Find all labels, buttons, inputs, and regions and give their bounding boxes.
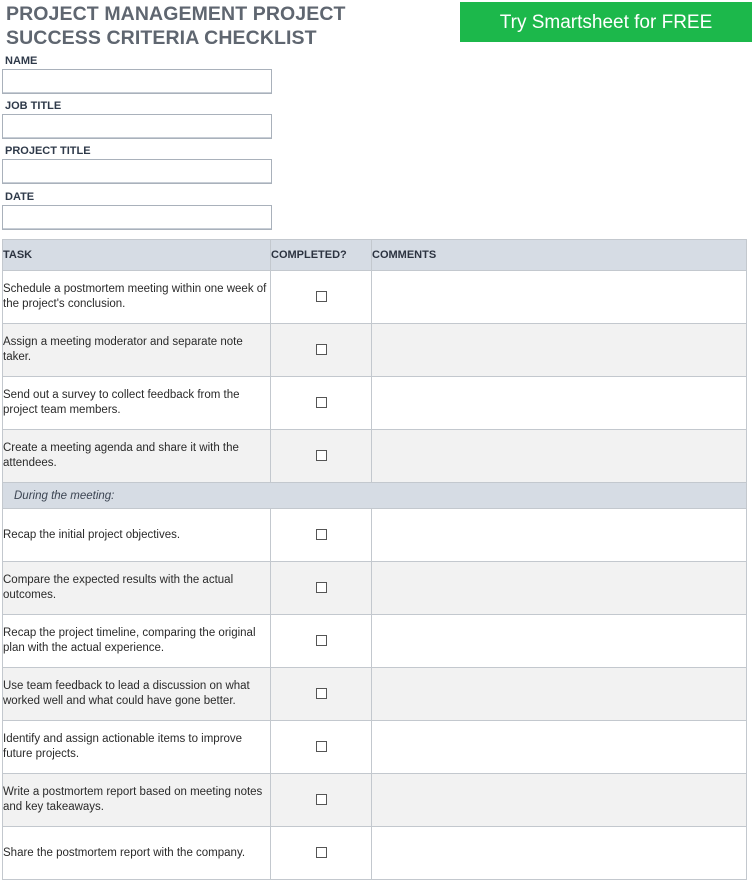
comments-cell[interactable] xyxy=(372,509,747,562)
table-row xyxy=(3,562,747,615)
task-cell: Schedule a postmortem meeting within one week of the project's conclusion. xyxy=(3,271,271,324)
comments-cell[interactable] xyxy=(372,774,747,827)
job-title-input[interactable] xyxy=(2,114,272,139)
completed-checkbox[interactable] xyxy=(316,397,327,408)
task-cell: Recap the initial project objectives. xyxy=(3,509,271,562)
project-title-field-group xyxy=(2,144,272,184)
comments-cell[interactable] xyxy=(372,430,747,483)
completed-checkbox[interactable] xyxy=(316,741,327,752)
task-cell: Write a postmortem report based on meeting notes and key takeaways. xyxy=(3,774,271,827)
task-cell: Send out a survey to collect feedback from the project team members. xyxy=(3,377,271,430)
job-title-label: JOB TITLE xyxy=(5,100,62,112)
table-row xyxy=(3,668,747,721)
table-row xyxy=(3,271,747,324)
comments-cell[interactable] xyxy=(372,721,747,774)
task-cell: Compare the expected results with the actual outcomes. xyxy=(3,562,271,615)
comments-cell[interactable] xyxy=(372,827,747,880)
comments-cell[interactable] xyxy=(372,377,747,430)
completed-cell xyxy=(271,827,372,880)
task-cell: Recap the project timeline, comparing the original plan with the actual experience. xyxy=(3,615,271,668)
completed-checkbox[interactable] xyxy=(316,291,327,302)
table-row xyxy=(3,430,747,483)
completed-checkbox[interactable] xyxy=(316,450,327,461)
try-smartsheet-button[interactable]: Try Smartsheet for FREE xyxy=(460,2,752,42)
date-input[interactable] xyxy=(2,205,272,230)
name-label: NAME xyxy=(5,55,38,67)
task-cell: Share the postmortem report with the company. xyxy=(3,827,271,880)
task-column-header: TASK xyxy=(3,240,271,271)
date-label: DATE xyxy=(5,191,35,203)
job-title-field-group xyxy=(2,99,272,139)
checklist-table xyxy=(2,239,747,880)
table-row xyxy=(3,721,747,774)
completed-cell xyxy=(271,562,372,615)
page-title: PROJECT MANAGEMENT PROJECT SUCCESS CRITERIA CHECKLIST xyxy=(6,3,346,49)
comments-cell[interactable] xyxy=(372,562,747,615)
date-field-group xyxy=(2,190,272,230)
comments-cell[interactable] xyxy=(372,615,747,668)
completed-column-header: COMPLETED? xyxy=(271,240,372,271)
table-row xyxy=(3,377,747,430)
name-input[interactable] xyxy=(2,69,272,94)
comments-column-header: COMMENTS xyxy=(372,240,747,271)
completed-cell xyxy=(271,324,372,377)
table-row xyxy=(3,615,747,668)
section-row xyxy=(3,483,747,509)
project-title-label: PROJECT TITLE xyxy=(5,145,91,157)
project-title-input[interactable] xyxy=(2,159,272,184)
completed-checkbox[interactable] xyxy=(316,847,327,858)
table-row xyxy=(3,827,747,880)
task-cell: Assign a meeting moderator and separate note taker. xyxy=(3,324,271,377)
completed-cell xyxy=(271,377,372,430)
completed-checkbox[interactable] xyxy=(316,582,327,593)
completed-checkbox[interactable] xyxy=(316,344,327,355)
comments-cell[interactable] xyxy=(372,324,747,377)
completed-checkbox[interactable] xyxy=(316,688,327,699)
comments-cell[interactable] xyxy=(372,668,747,721)
completed-checkbox[interactable] xyxy=(316,635,327,646)
completed-cell xyxy=(271,430,372,483)
section-label: During the meeting: xyxy=(3,483,747,509)
completed-cell xyxy=(271,509,372,562)
task-cell: Identify and assign actionable items to improve future projects. xyxy=(3,721,271,774)
completed-cell xyxy=(271,721,372,774)
completed-cell xyxy=(271,774,372,827)
completed-cell xyxy=(271,615,372,668)
completed-cell xyxy=(271,668,372,721)
completed-cell xyxy=(271,271,372,324)
task-cell: Create a meeting agenda and share it with the attendees. xyxy=(3,430,271,483)
task-cell: Use team feedback to lead a discussion on what worked well and what could have gone better. xyxy=(3,668,271,721)
table-row xyxy=(3,509,747,562)
completed-checkbox[interactable] xyxy=(316,529,327,540)
table-row xyxy=(3,324,747,377)
name-field-group xyxy=(2,54,272,94)
completed-checkbox[interactable] xyxy=(316,794,327,805)
table-row xyxy=(3,774,747,827)
table-header-row xyxy=(3,240,747,271)
comments-cell[interactable] xyxy=(372,271,747,324)
